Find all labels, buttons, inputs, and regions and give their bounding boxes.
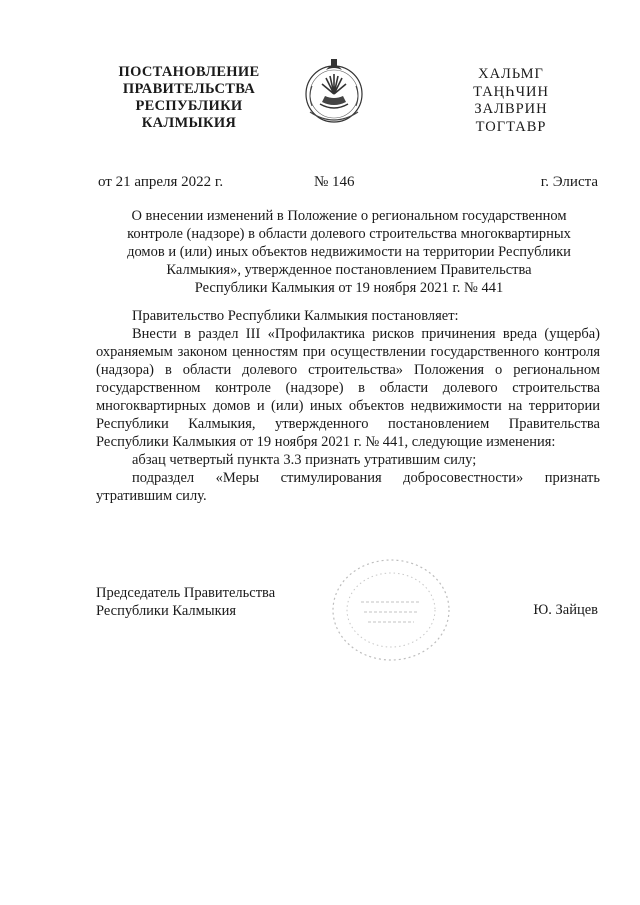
document-body [96, 307, 600, 505]
header-right-line: ЗАЛВРИН [474, 101, 548, 117]
document-date: от 21 апреля 2022 г. [98, 174, 224, 190]
document-title [100, 207, 598, 297]
header-right-line: ТАҢҺЧИН [473, 83, 549, 100]
title-line: О внесении изменений в Положение о региональном государственном [131, 208, 567, 224]
title-line: домов и (или) иных объектов недвижимости на территории Республики [127, 244, 571, 260]
body-paragraph: абзац четвертый пункта 3.3 признать утратившим силу; [132, 452, 477, 468]
signatory-name: Ю. Зайцев [533, 602, 598, 618]
official-seal-stamp-icon [316, 550, 466, 670]
document-number: № 146 [314, 174, 355, 190]
header-left-line: РЕСПУБЛИКИ [135, 98, 243, 114]
body-paragraph: подраздел «Меры стимулирования добросовестности» признать утратившим силу. [96, 470, 600, 504]
signature-position-line: Председатель Правительства [96, 585, 276, 601]
signature-position-line: Республики Калмыкия [96, 603, 237, 619]
header-left-line: КАЛМЫКИЯ [141, 115, 237, 131]
header-right-line: ТОГТАВР [475, 118, 547, 135]
signature-position [96, 584, 275, 620]
header-right-title [452, 66, 570, 136]
title-line: контроле (надзоре) в области долевого строительства многоквартирных [127, 226, 571, 242]
resolution-lead: Правительство Республики Калмыкия постановляет: [132, 308, 459, 324]
title-line: Республики Калмыкия от 19 ноября 2021 г. № 441 [194, 280, 504, 296]
header-left-line: ПРАВИТЕЛЬСТВА [122, 81, 256, 97]
body-paragraph: Внести в раздел III «Профилактика рисков причинения вреда (ущерба) охраняемым законом ценностям при осуществлении государственного контроля (надзора) в области долевого строительства» Положения о региональном государственном контроле (надзоре) в области долевого строительства многоквартирных домов и (или) иных объектов недвижимости на территории Республики Калмыкия, утвержденного постановлением Правительства Республики Калмыкия от 19 ноября 2021 г. № 441, следующие изменения: [96, 326, 600, 450]
header-left-title [96, 64, 282, 132]
header-right-line: ХАЛЬМГ [478, 66, 544, 82]
header-left-line: ПОСТАНОВЛЕНИЕ [118, 64, 260, 80]
document-city: г. Элиста [540, 174, 598, 190]
coat-of-arms-icon [302, 56, 366, 130]
title-line: Калмыкия», утвержденное постановлением Правительства [166, 262, 532, 278]
